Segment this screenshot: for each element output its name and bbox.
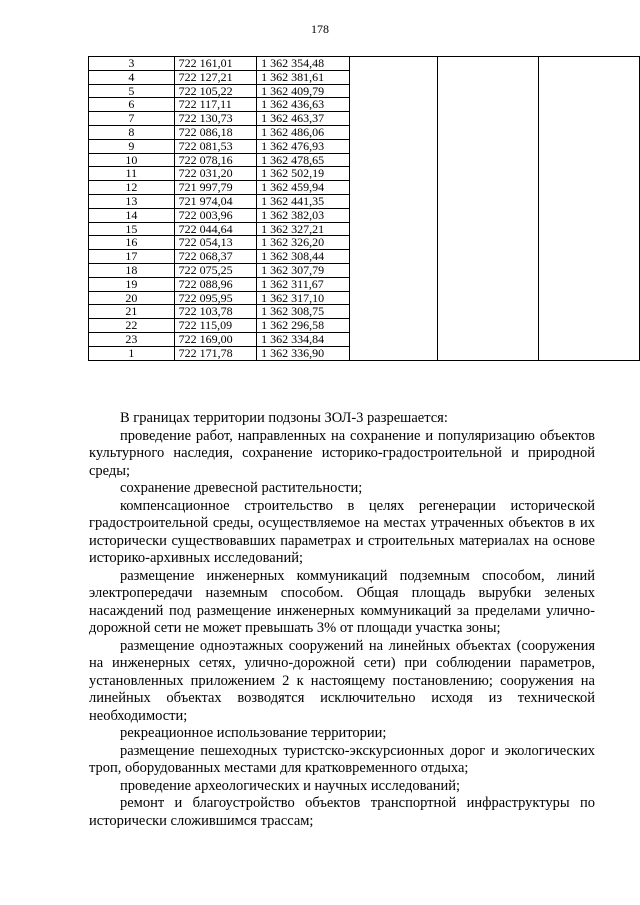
x-coordinate-cell: 722 075,25	[174, 263, 257, 277]
x-coordinate-cell: 721 997,79	[174, 181, 257, 195]
x-coordinate-cell: 722 169,00	[174, 332, 257, 346]
point-number-cell: 21	[89, 305, 175, 319]
paragraph-item: проведение работ, направленных на сохранение и популяризацию объектов культурного наследия, сохранение историко-градостроительной и природной среды;	[89, 427, 595, 479]
y-coordinate-cell: 1 362 382,03	[257, 208, 350, 222]
point-number-cell: 1	[89, 346, 175, 360]
paragraph-item: размещение инженерных коммуникаций подземным способом, линий электропередачи наземным способом. Общая площадь вырубки зеленых насаждений под размещение инженерных коммуникаций за пределами улично-дорожной сети не может превышать 3% от площади участка зоны;	[89, 567, 595, 636]
x-coordinate-cell: 722 127,21	[174, 70, 257, 84]
x-coordinate-cell: 722 054,13	[174, 236, 257, 250]
paragraph-intro: В границах территории подзоны ЗОЛ-3 разрешается:	[120, 410, 448, 426]
x-coordinate-cell: 722 003,96	[174, 208, 257, 222]
x-coordinate-cell: 722 171,78	[174, 346, 257, 360]
x-coordinate-cell: 722 044,64	[174, 222, 257, 236]
y-coordinate-cell: 1 362 476,93	[257, 139, 350, 153]
y-coordinate-cell: 1 362 308,75	[257, 305, 350, 319]
point-number-cell: 18	[89, 263, 175, 277]
point-number-cell: 16	[89, 236, 175, 250]
x-coordinate-cell: 722 095,95	[174, 291, 257, 305]
x-coordinate-cell: 721 974,04	[174, 194, 257, 208]
y-coordinate-cell: 1 362 317,10	[257, 291, 350, 305]
empty-column-4	[350, 57, 438, 361]
point-number-cell: 13	[89, 194, 175, 208]
coordinates-table-body	[89, 57, 640, 361]
empty-column-6	[539, 57, 640, 361]
paragraph-item: ремонт и благоустройство объектов транспортной инфраструктуры по исторически сложившимся трассам;	[89, 795, 595, 829]
y-coordinate-cell: 1 362 381,61	[257, 70, 350, 84]
paragraph-item: размещение пешеходных туристско-экскурсионных дорог и экологических троп, оборудованных местами для кратковременного отдыха;	[89, 742, 595, 776]
point-number-cell: 12	[89, 181, 175, 195]
y-coordinate-cell: 1 362 311,67	[257, 277, 350, 291]
y-coordinate-cell: 1 362 463,37	[257, 112, 350, 126]
x-coordinate-cell: 722 130,73	[174, 112, 257, 126]
paragraph-item: сохранение древесной растительности;	[120, 480, 363, 496]
y-coordinate-cell: 1 362 441,35	[257, 194, 350, 208]
paragraph-item: проведение археологических и научных исследований;	[120, 777, 461, 794]
y-coordinate-cell: 1 362 334,84	[257, 332, 350, 346]
y-coordinate-cell: 1 362 336,90	[257, 346, 350, 360]
y-coordinate-cell: 1 362 486,06	[257, 125, 350, 139]
x-coordinate-cell: 722 117,11	[174, 98, 257, 112]
x-coordinate-cell: 722 088,96	[174, 277, 257, 291]
point-number-cell: 17	[89, 250, 175, 264]
x-coordinate-cell: 722 105,22	[174, 84, 257, 98]
y-coordinate-cell: 1 362 326,20	[257, 236, 350, 250]
point-number-cell: 9	[89, 139, 175, 153]
x-coordinate-cell: 722 081,53	[174, 139, 257, 153]
point-number-cell: 8	[89, 125, 175, 139]
y-coordinate-cell: 1 362 308,44	[257, 250, 350, 264]
x-coordinate-cell: 722 078,16	[174, 153, 257, 167]
paragraph-item: компенсационное строительство в целях регенерации исторической градостроительной среды, осуществляемое на местах утраченных объектов в их исторически существовавших параметрах и строительных материалах на основе историко-архивных исследований;	[89, 497, 595, 566]
y-coordinate-cell: 1 362 307,79	[257, 263, 350, 277]
x-coordinate-cell: 722 103,78	[174, 305, 257, 319]
empty-column-5	[438, 57, 539, 361]
point-number-cell: 11	[89, 167, 175, 181]
paragraph-item: рекреационное использование территории;	[120, 725, 387, 741]
y-coordinate-cell: 1 362 296,58	[257, 319, 350, 333]
point-number-cell: 22	[89, 319, 175, 333]
y-coordinate-cell: 1 362 327,21	[257, 222, 350, 236]
paragraph-item: размещение одноэтажных сооружений на линейных объектах (сооружения на инженерных сетях, улично-дорожной сети) при соблюдении параметров, установленных приложением 2 к настоящему постановлению; сооружения на линейных объектах возводятся исключительно исходя из технической необходимости;	[89, 637, 595, 724]
y-coordinate-cell: 1 362 459,94	[257, 181, 350, 195]
coordinates-table	[88, 56, 640, 361]
x-coordinate-cell: 722 161,01	[174, 57, 257, 71]
x-coordinate-cell: 722 086,18	[174, 125, 257, 139]
point-number-cell: 7	[89, 112, 175, 126]
point-number-cell: 3	[89, 57, 175, 71]
point-number-cell: 19	[89, 277, 175, 291]
y-coordinate-cell: 1 362 502,19	[257, 167, 350, 181]
x-coordinate-cell: 722 031,20	[174, 167, 257, 181]
point-number-cell: 5	[89, 84, 175, 98]
y-coordinate-cell: 1 362 354,48	[257, 57, 350, 71]
point-number-cell: 6	[89, 98, 175, 112]
y-coordinate-cell: 1 362 436,63	[257, 98, 350, 112]
point-number-cell: 20	[89, 291, 175, 305]
x-coordinate-cell: 722 068,37	[174, 250, 257, 264]
x-coordinate-cell: 722 115,09	[174, 319, 257, 333]
point-number-cell: 15	[89, 222, 175, 236]
point-number-cell: 10	[89, 153, 175, 167]
table-row	[89, 57, 640, 71]
y-coordinate-cell: 1 362 478,65	[257, 153, 350, 167]
y-coordinate-cell: 1 362 409,79	[257, 84, 350, 98]
page-number: 178	[311, 22, 329, 36]
document-text	[89, 410, 595, 830]
point-number-cell: 14	[89, 208, 175, 222]
point-number-cell: 4	[89, 70, 175, 84]
point-number-cell: 23	[89, 332, 175, 346]
